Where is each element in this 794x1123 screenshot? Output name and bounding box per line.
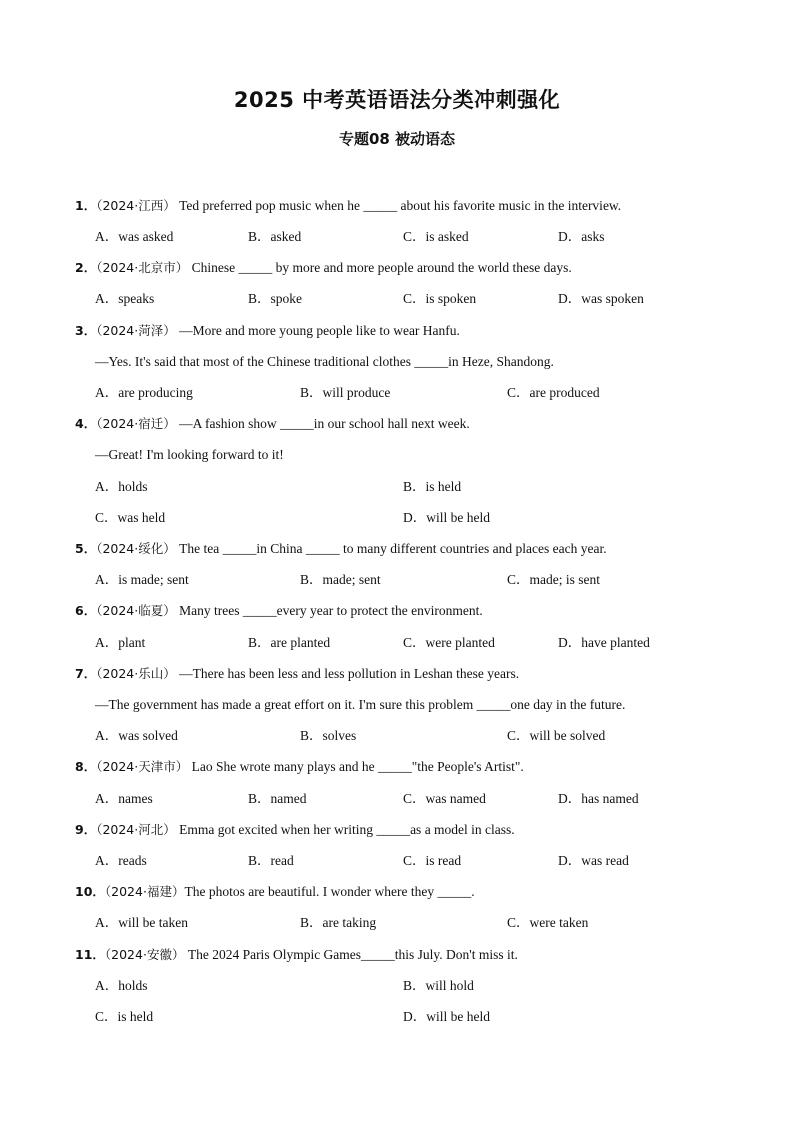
question-number: 11．: [75, 947, 105, 962]
option-c: C．made; is sent: [507, 572, 600, 587]
option-d: D．was read: [558, 853, 629, 868]
question-source: （2024·绥化）: [96, 541, 176, 556]
option-c: C．is read: [403, 853, 462, 868]
question-stem: [75, 196, 621, 216]
question-stem: [75, 321, 460, 341]
option-a: A．is made; sent: [95, 572, 189, 587]
question-text: Many trees _____every year to protect the environment.: [175, 603, 483, 618]
question-text: The photos are beautiful. I wonder where they _____.: [184, 884, 475, 899]
question-text: Ted preferred pop music when he _____ about his favorite music in the interview.: [175, 198, 622, 213]
question-text: Emma got excited when her writing _____as a model in class.: [175, 822, 515, 837]
question-number: 4．: [75, 416, 97, 431]
option-a: A．are producing: [95, 385, 193, 400]
option-c: C．is spoken: [403, 291, 477, 306]
option-c: C．is asked: [403, 229, 469, 244]
option-d: D．have planted: [558, 635, 650, 650]
option-d: D．asks: [558, 229, 605, 244]
question-stem: [75, 820, 515, 840]
option-a: A．speaks: [95, 291, 155, 306]
question-number: 8．: [75, 759, 97, 774]
option-b: B．named: [248, 791, 307, 806]
question-source: （2024·江西）: [96, 198, 176, 213]
option-d: D．has named: [558, 791, 639, 806]
option-c: C．were planted: [403, 635, 495, 650]
option-a: A．names: [95, 791, 153, 806]
option-c: C．will be solved: [507, 728, 606, 743]
question-text: —A fashion show _____in our school hall next week.: [175, 416, 470, 431]
question-source: （2024·北京市）: [96, 260, 189, 275]
question-stem: [75, 882, 475, 902]
question-number: 5．: [75, 541, 97, 556]
option-b: B．are taking: [300, 915, 377, 930]
option-a: A．holds: [95, 978, 148, 993]
question-stem: [75, 945, 518, 965]
page-title: 2025 中考英语语法分类冲刺强化: [233, 88, 561, 112]
option-c: C．was named: [403, 791, 486, 806]
question-text: Chinese _____ by more and more people around the world these days.: [188, 260, 572, 275]
question-number: 9．: [75, 822, 97, 837]
option-b: B．asked: [248, 229, 302, 244]
option-c: C．is held: [95, 1009, 154, 1024]
option-d: D．will be held: [403, 510, 490, 525]
option-c: C．were taken: [507, 915, 589, 930]
page-subtitle: 专题08 被动语态: [338, 130, 456, 148]
question-text-cont: —The government has made a great effort on it. I'm sure this problem _____one day in the future.: [95, 697, 626, 712]
question-stem: [75, 664, 519, 684]
question-text-cont: —Yes. It's said that most of the Chinese traditional clothes _____in Heze, Shandong.: [95, 354, 554, 369]
question-number: 7．: [75, 666, 97, 681]
question-source: （2024·河北）: [96, 822, 176, 837]
question-text-cont: —Great! I'm looking forward to it!: [95, 447, 284, 462]
option-a: A．plant: [95, 635, 146, 650]
question-stem: [75, 601, 483, 621]
option-a: A．will be taken: [95, 915, 188, 930]
question-number: 1．: [75, 198, 97, 213]
question-source: （2024·乐山）: [96, 666, 176, 681]
option-a: A．holds: [95, 479, 148, 494]
question-number: 3．: [75, 323, 97, 338]
question-stem: [75, 414, 470, 434]
question-text: The tea _____in China _____ to many different countries and places each year.: [175, 541, 607, 556]
question-source: （2024·天津市）: [96, 759, 189, 774]
option-b: B．solves: [300, 728, 357, 743]
option-b: B．read: [248, 853, 294, 868]
option-d: D．will be held: [403, 1009, 490, 1024]
option-b: B．will produce: [300, 385, 391, 400]
question-number: 10．: [75, 884, 105, 899]
question-stem: [75, 757, 524, 777]
question-source: （2024·临夏）: [96, 603, 176, 618]
option-b: B．are planted: [248, 635, 331, 650]
option-b: B．spoke: [248, 291, 302, 306]
option-a: A．was solved: [95, 728, 178, 743]
question-number: 2．: [75, 260, 97, 275]
option-b: B．is held: [403, 479, 462, 494]
option-c: C．was held: [95, 510, 166, 525]
option-c: C．are produced: [507, 385, 600, 400]
option-a: A．was asked: [95, 229, 174, 244]
question-number: 6．: [75, 603, 97, 618]
question-stem: [75, 258, 572, 278]
question-source: （2024·安徽）: [104, 947, 185, 962]
question-source: （2024·福建）: [104, 884, 185, 899]
question-text: Lao She wrote many plays and he _____"the People's Artist".: [188, 759, 524, 774]
question-text: —More and more young people like to wear Hanfu.: [175, 323, 460, 338]
option-b: B．will hold: [403, 978, 474, 993]
option-d: D．was spoken: [558, 291, 644, 306]
option-a: A．reads: [95, 853, 147, 868]
option-b: B．made; sent: [300, 572, 381, 587]
question-source: （2024·宿迁）: [96, 416, 176, 431]
question-text: The 2024 Paris Olympic Games_____this July. Don't miss it.: [184, 947, 518, 962]
question-text: —There has been less and less pollution in Leshan these years.: [175, 666, 520, 681]
question-source: （2024·菏泽）: [96, 323, 176, 338]
question-stem: [75, 539, 607, 559]
